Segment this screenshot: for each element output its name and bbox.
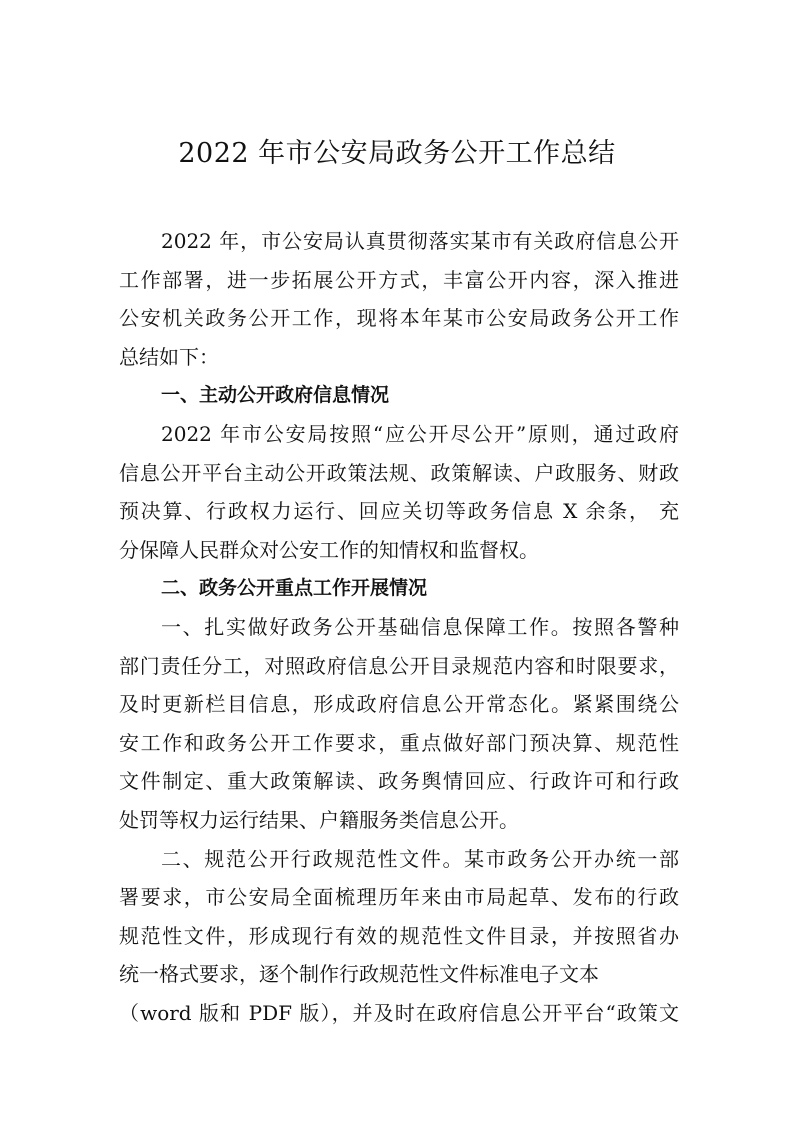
paragraph-line: 及时更新栏目信息，形成政府信息公开常态化。紧紧围绕公 (119, 692, 679, 717)
paragraph-line: 工作部署，进一步拓展公开方式，丰富公开内容，深入推进 (119, 267, 679, 292)
paragraph-line: 信息公开平台主动公开政策法规、政策解读、户政服务、财政 (119, 460, 679, 485)
paragraph-line: （word 版和 PDF 版），并及时在政府信息公开平台“政策文 (119, 1000, 679, 1025)
paragraph-line: 统一格式要求，逐个制作行政规范性文件标准电子文本 (119, 962, 599, 987)
paragraph-line: 规范性文件，形成现行有效的规范性文件目录，并按照省办 (119, 923, 679, 948)
paragraph-line: 二、规范公开行政规范性文件。某市政务公开办统一部 (161, 846, 679, 871)
paragraph-line: 预决算、行政权力运行、回应关切等政务信息 X 余条， 充 (119, 499, 679, 524)
document-body (119, 222, 679, 1032)
paragraph-line: 总结如下： (119, 344, 219, 369)
paragraph-line: 2022 年市公安局按照“应公开尽公开”原则，通过政府 (161, 421, 679, 446)
paragraph-line: 2022 年，市公安局认真贯彻落实某市有关政府信息公开 (161, 229, 679, 253)
paragraph-line: 处罚等权力运行结果、户籍服务类信息公开。 (119, 807, 519, 832)
paragraph-line: 安工作和政务公开工作要求，重点做好部门预决算、规范性 (119, 730, 679, 755)
section-heading-2: 二、政务公开重点工作开展情况 (161, 577, 428, 600)
paragraph-line: 一、扎实做好政务公开基础信息保障工作。按照各警种 (161, 614, 679, 639)
paragraph-line: 部门责任分工，对照政府信息公开目录规范内容和时限要求， (119, 653, 679, 678)
section-heading-1: 一、主动公开政府信息情况 (161, 384, 390, 407)
paragraph-line: 署要求，市公安局全面梳理历年来由市局起草、发布的行政 (119, 885, 679, 910)
paragraph-line: 公安机关政务公开工作，现将本年某市公安局政务公开工作 (119, 306, 679, 331)
paragraph-line: 分保障人民群众对公安工作的知情权和监督权。 (119, 537, 539, 562)
document-title: 2022 年市公安局政务公开工作总结 (178, 138, 616, 169)
paragraph-line: 文件制定、重大政策解读、政务舆情回应、行政许可和行政 (119, 769, 679, 794)
